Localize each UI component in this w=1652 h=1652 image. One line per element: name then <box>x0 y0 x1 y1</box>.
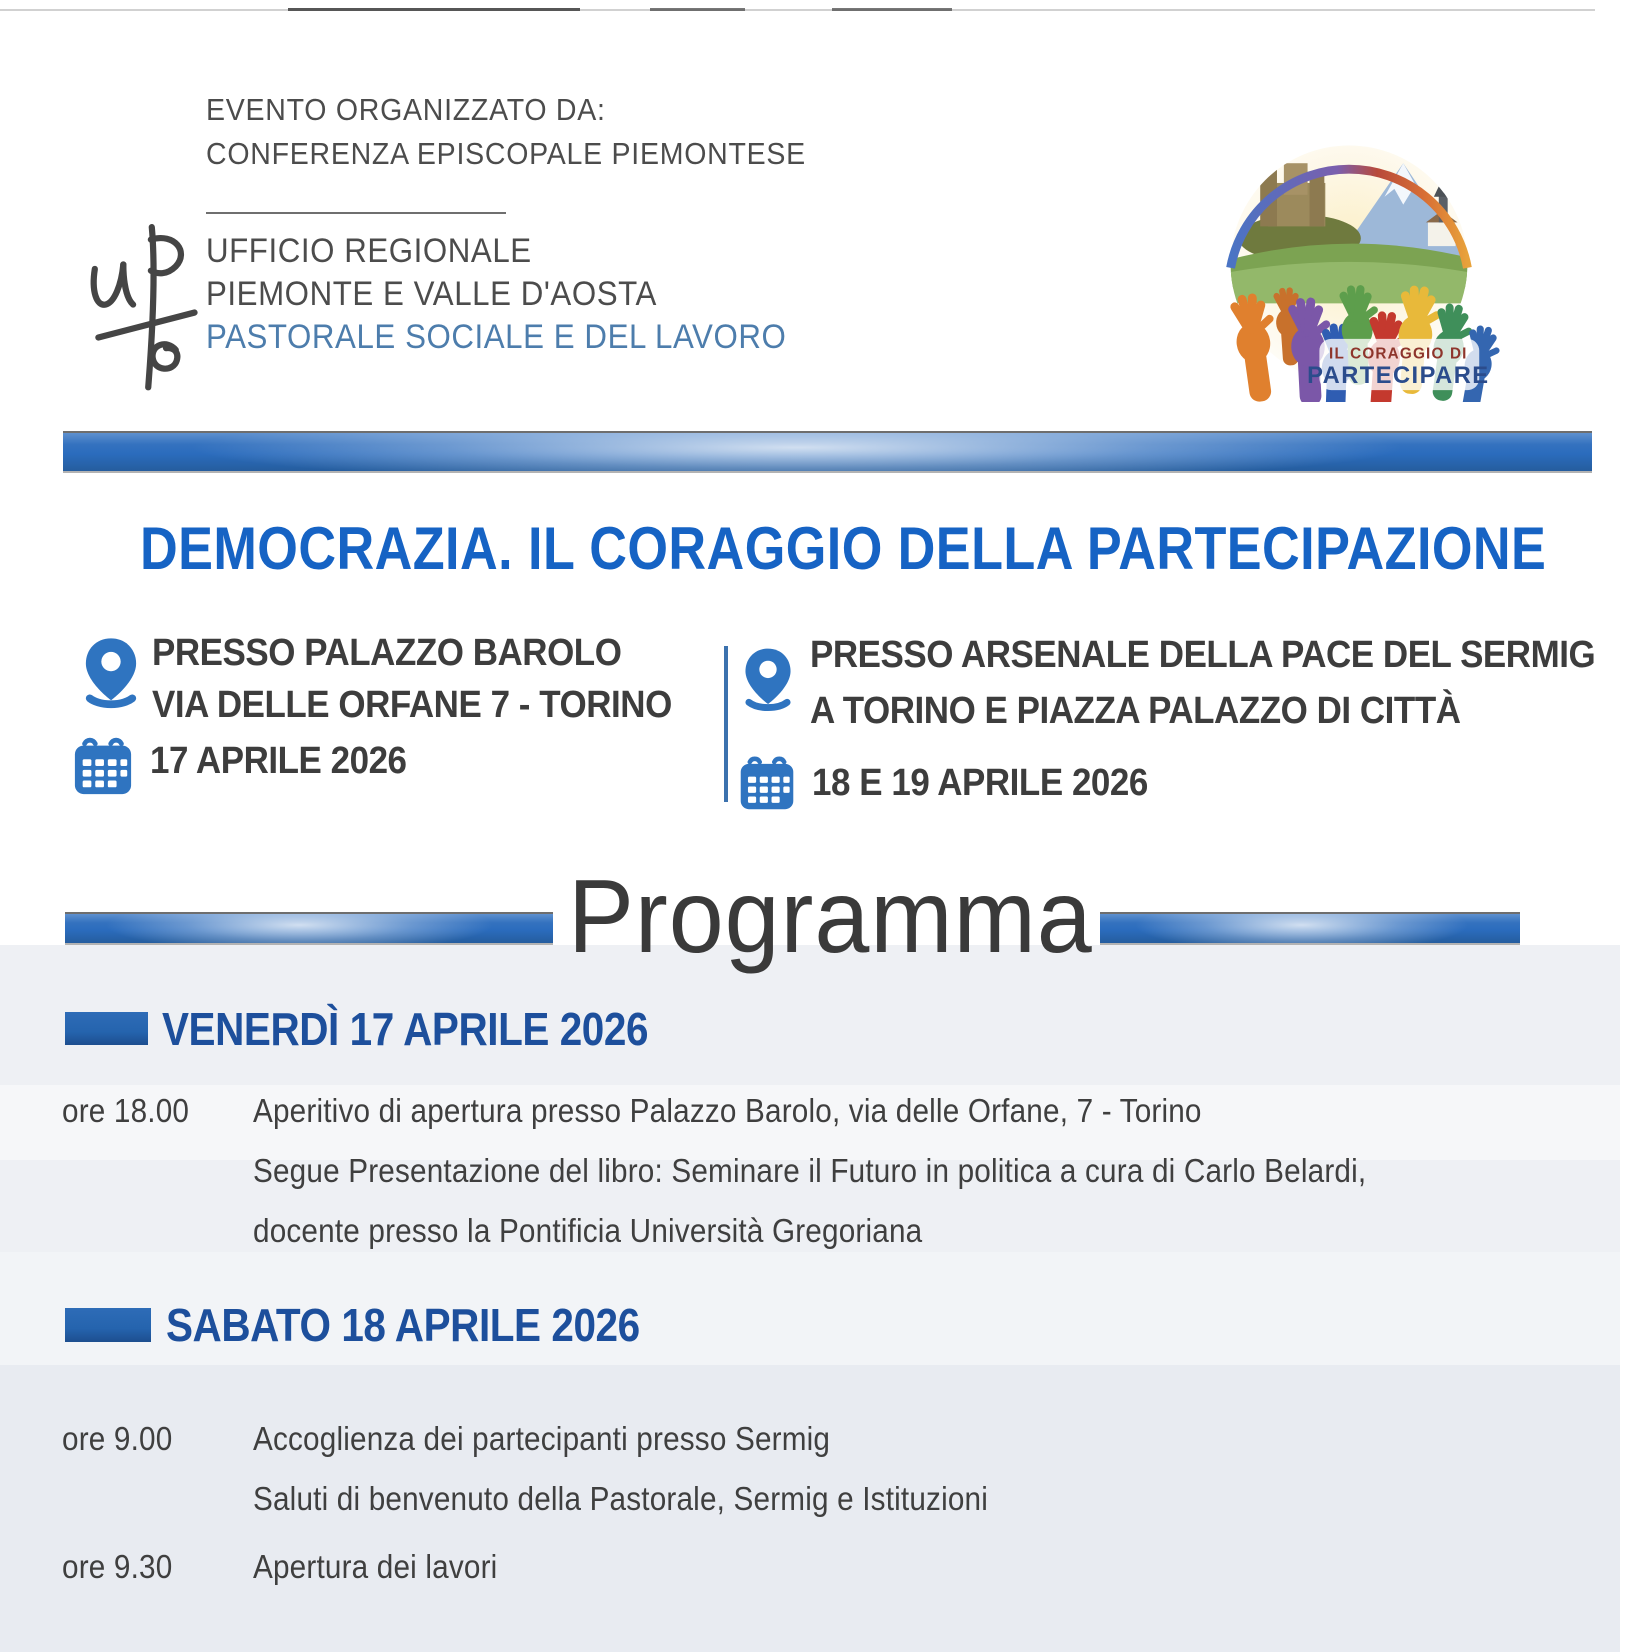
calendar-icon <box>738 750 796 814</box>
venue-1-date: 17 APRILE 2026 <box>150 740 407 782</box>
program-item-line: Segue Presentazione del libro: Seminare il Futuro in politica a cura di Carlo Belardi, <box>253 1152 1367 1189</box>
upl-monogram <box>72 220 212 398</box>
scan-artifact-line <box>0 9 1595 11</box>
venue-1-location-line2: VIA DELLE ORFANE 7 - TORINO <box>152 684 672 726</box>
event-title: DEMOCRAZIA. IL CORAGGIO DELLA PARTECIPAZIONE <box>140 515 1547 582</box>
day-bullet <box>65 1308 151 1342</box>
day-1-title: VENERDÌ 17 APRILE 2026 <box>162 1003 649 1055</box>
program-item-line: docente presso la Pontificia Università Gregoriana <box>253 1212 923 1249</box>
program-item-time: ore 9.30 <box>62 1548 173 1585</box>
header-accent-bar <box>63 431 1592 473</box>
program-item-time: ore 9.00 <box>62 1420 173 1457</box>
scan-artifact-line <box>650 8 745 11</box>
logo-caption-line2: PARTECIPARE <box>1307 363 1490 390</box>
program-accent-bar-left <box>65 912 553 945</box>
calendar-icon <box>72 731 134 799</box>
program-heading: Programma <box>568 859 1093 975</box>
day-bullet <box>65 1012 148 1045</box>
venue-1-location-line1: PRESSO PALAZZO BAROLO <box>152 632 622 674</box>
venue-2-location-line2: A TORINO E PIAZZA PALAZZO DI CITTÀ <box>810 690 1461 732</box>
organized-by-line2: CONFERENZA EPISCOPALE PIEMONTESE <box>206 136 806 171</box>
day-2-title: SABATO 18 APRILE 2026 <box>166 1299 640 1351</box>
venue-2-date: 18 E 19 APRILE 2026 <box>812 762 1148 804</box>
program-item-line: Aperitivo di apertura presso Palazzo Barolo, via delle Orfane, 7 - Torino <box>253 1092 1202 1129</box>
program-item-line: Saluti di benvenuto della Pastorale, Sermig e Istituzioni <box>253 1480 989 1517</box>
office-line2: PIEMONTE E VALLE D'AOSTA <box>206 275 657 313</box>
coraggio-partecipare-logo <box>1190 106 1508 402</box>
header-separator <box>206 212 506 214</box>
logo-caption-line1: IL CORAGGIO DI <box>1329 345 1468 363</box>
organized-by-line1: EVENTO ORGANIZZATO DA: <box>206 92 606 127</box>
map-pin-icon <box>82 634 140 724</box>
program-accent-bar-right <box>1100 912 1520 945</box>
venue-divider <box>724 646 728 802</box>
program-item-time: ore 18.00 <box>62 1092 190 1129</box>
office-line1: UFFICIO REGIONALE <box>206 232 532 270</box>
venue-2-location-line1: PRESSO ARSENALE DELLA PACE DEL SERMIG <box>810 634 1596 676</box>
map-pin-icon <box>742 644 794 726</box>
scan-artifact-line <box>832 8 952 11</box>
scan-artifact-line <box>288 8 580 11</box>
office-line3: PASTORALE SOCIALE E DEL LAVORO <box>206 318 787 356</box>
program-item-line: Accoglienza dei partecipanti presso Sermig <box>253 1420 831 1457</box>
program-item-line: Apertura dei lavori <box>253 1548 498 1585</box>
